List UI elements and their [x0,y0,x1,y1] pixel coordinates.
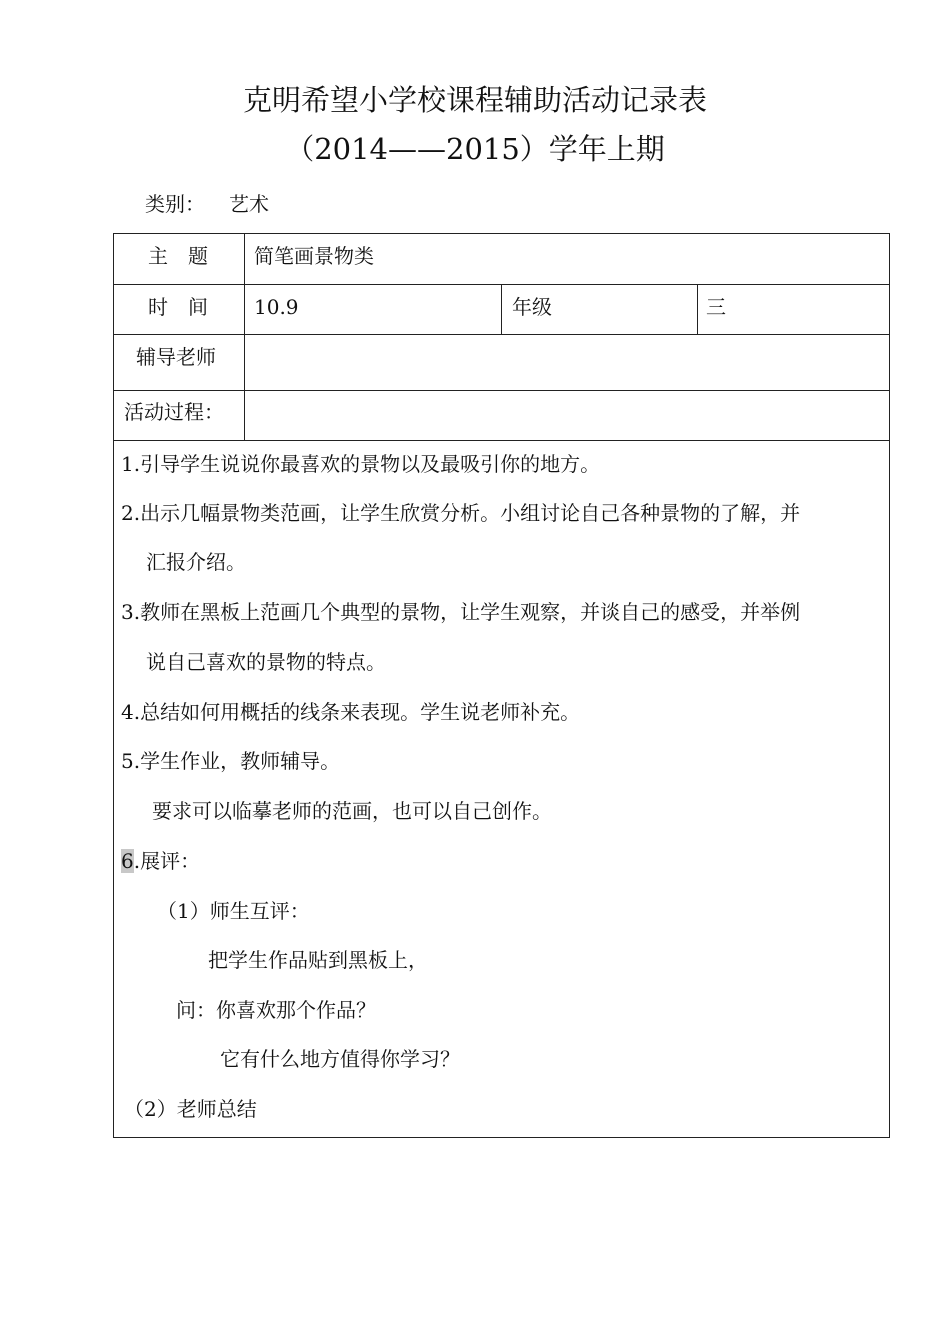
row-divider [114,334,889,335]
process-sub-1-line-1: 把学生作品贴到黑板上， [208,948,428,972]
process-sub-1-line-2: 问：你喜欢那个作品？ [176,998,376,1022]
column-divider [501,284,502,334]
column-divider [244,234,245,440]
row-divider [114,440,889,441]
process-step-2-line-1: 2.出示几幅景物类范画，让学生欣赏分析。小组讨论自己各种景物的了解，并 [121,501,801,525]
process-step-5: 5.学生作业，教师辅导。 [121,749,341,773]
teacher-label: 辅导老师 [136,345,216,369]
process-sub-2: （2）老师总结 [124,1097,257,1121]
process-step-6 [121,847,200,875]
time-value: 10.9 [254,295,299,319]
process-sub-1-line-3: 它有什么地方值得你学习？ [220,1047,460,1071]
category-line [145,190,269,218]
topic-label: 主 题 [148,244,208,268]
column-divider [697,284,698,334]
grade-value: 三 [706,295,726,319]
row-divider [114,390,889,391]
document-subtitle: （2014——2015）学年上期 [285,132,665,166]
process-sub-1: （1）师生互评： [157,899,310,923]
process-label: 活动过程： [124,400,224,424]
step-6-number: 6 [121,849,134,873]
process-step-3-line-1: 3.教师在黑板上范画几个典型的景物，让学生观察，并谈自己的感受，并举例 [121,600,801,624]
document-title: 克明希望小学校课程辅助活动记录表 [242,83,707,117]
category-label: 类别： [145,192,205,216]
process-step-3-line-2: 说自己喜欢的景物的特点。 [146,650,386,674]
process-step-5-note: 要求可以临摹老师的范画，也可以自己创作。 [152,799,552,823]
time-label: 时 间 [148,295,208,319]
topic-value: 简笔画景物类 [254,244,374,268]
category-value: 艺术 [229,192,269,216]
process-step-1: 1.引导学生说说你最喜欢的景物以及最吸引你的地方。 [121,452,601,476]
grade-label: 年级 [512,295,552,319]
step-6-text: .展评： [133,849,201,873]
process-step-2-line-2: 汇报介绍。 [146,550,246,574]
process-step-4: 4.总结如何用概括的线条来表现。学生说老师补充。 [121,700,581,724]
